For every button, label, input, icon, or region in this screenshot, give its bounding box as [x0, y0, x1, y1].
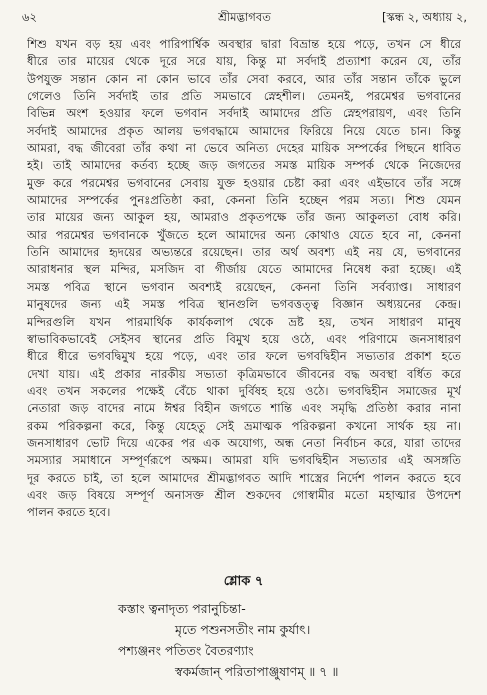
paragraph-line: আরাধনার স্থল মন্দির, মসজিদ বা গীর্জায় যেতে আমাদের নিষেধ করা হচ্ছে। এই [27, 262, 461, 277]
page-header [22, 8, 467, 26]
paragraph-line: ধীরে ধীরে ভগবদ্বিমুখ হয়ে পড়ে, এবং তার ফলে ভগবদ্বিহীন সভ্যতার প্রকাশ হতে [27, 349, 461, 364]
paragraph-line: পালন করতে হবে। [27, 505, 111, 520]
paragraph-line: সর্বদাই আমাদের প্রকৃত আলয় ভগবদ্ধামে আমাদের ফিরিয়ে নিয়ে যেতে চান। কিন্তু [27, 123, 461, 138]
paragraph-line: স্বাভাবিকভাবেই সেইসব স্থানের প্রতি বিমুখ হয়ে ওঠে, এবং পরিণামে জনসাধারণ [27, 331, 461, 346]
paragraph-line: হই। তাই আমাদের কর্তব্য হচ্ছে জড় জগতের সমস্ত মায়িক সম্পর্ক থেকে নিজেদের [27, 158, 461, 173]
paragraph-line: ধীরে তার মায়ের থেকে দূরে সরে যায়, কিন্তু মা সর্বদাই প্রত্যাশা করেন যে, তাঁর [27, 54, 461, 69]
paragraph-line: শিশু যখন বড় হয় এবং পারিপার্শ্বিক অবস্থার দ্বারা বিভ্রান্ত হয়ে পড়ে, তখন সে ধীরে [27, 37, 461, 51]
paragraph-line: সমস্যার সমাধানে সম্পূর্ণরূপে অক্ষম। আমরা যদি ভগবদ্বিহীন সভ্যতার এই অসঙ্গতি [27, 453, 461, 468]
paragraph-line: সমস্ত পবিত্র স্থানে ভগবান অবশ্যই রয়েছেন, কেননা তিনি সর্বব্যাপ্ত। সাধারণ [27, 279, 461, 294]
verse-line-1: কস্তাং ত্বনাদৃত্য পরানুচিন্তা- [118, 601, 246, 616]
paragraph-line: রকম পরিকল্পনা করে, কিন্তু যেহেতু সেই ভ্রমাত্মক পরিকল্পনা কখনো সার্থক হয় না। [27, 418, 461, 433]
paragraph-line: বিভিন্ন অংশ হওয়ার ফলে ভগবান সর্বদাই আমাদের প্রতি স্নেহপরায়ণ, এবং তিনি [27, 106, 461, 121]
paragraph-line: দেখা যায়। এই প্রকার নারকীয় সভ্যতা কৃত্রিমভাবে জীবনের বদ্ধ অবস্থা বর্ধিত করে [27, 366, 461, 381]
paragraph-line: মানুষদের জন্য এই সমস্ত পবিত্র স্থানগুলি ভগবত্তত্ত্ব বিজ্ঞান অধ্যয়নের কেন্দ্র। [27, 297, 461, 312]
paragraph-line: আমাদের সম্পর্কের পুনঃপ্রতিষ্ঠা করা, কেননা তিনি হচ্ছেন পরম সত্য। শিশু যেমন [27, 193, 461, 208]
verse-line-2: মৃতে পশুনসতীং নাম কুর্যাৎ। [175, 622, 311, 637]
paragraph-line: আর পরমেশ্বর ভগবানকে খুঁজতে হলে আমাদের অন্য কোথাও যেতে হবে না, কেননা [27, 227, 461, 242]
paragraph-line: মুক্ত করে পরমেশ্বর ভগবানের সেবায় যুক্ত হওয়ার চেষ্টা করা এবং এইভাবে তাঁর সঙ্গে [27, 175, 461, 190]
running-title: শ্রীমদ্ভাগবত [218, 10, 271, 24]
purport-paragraph [27, 36, 461, 522]
verse-line-4: স্বকর্মজান্ পরিতাপাঞ্জুষাণম্ ॥ ৭ ॥ [175, 664, 339, 679]
paragraph-line: আমরা, বদ্ধ জীবেরা তাঁর কথা না ভেবে অনিত্য দেহের মায়িক সম্পর্কের পিছনে ধাবিত [27, 141, 461, 156]
verse-heading: শ্লোক ৭ [223, 574, 264, 589]
paragraph-line: উপযুক্ত সন্তান কোন না কোন ভাবে তাঁর সেবা করবে, আর তাঁর সন্তান তাঁকে ভুলে [27, 71, 461, 86]
page-number: ৬২ [22, 10, 37, 24]
canto-chapter-label: [স্কন্ধ ২, অধ্যায় ২, [382, 10, 467, 24]
paragraph-line: মন্দিরগুলি যখন পারমার্থিক কার্যকলাপ থেকে ভ্রষ্ট হয়, তখন সাধারণ মানুষ [27, 314, 461, 329]
sanskrit-verse [0, 598, 487, 682]
paragraph-line: জনসাধারণ ভোট দিয়ে একের পর এক অযোগ্য, অন্ধ নেতা নির্বাচন করে, যারা তাদের [27, 435, 461, 450]
paragraph-line: নেতারা জড় বাদের নামে ঈশ্বর বিহীন জগতে শান্তি এবং সমৃদ্ধি প্রতিষ্ঠা করার নানা [27, 401, 461, 416]
paragraph-line: দূর করতে চাই, তা হলে আমাদের শ্রীমদ্ভাগবত আদি শাস্ত্রের নির্দেশ পালন করতে হবে [27, 470, 461, 485]
verse-line-3: পশ্যঞ্জনং পতিতং বৈতরণ্যাং [118, 643, 254, 658]
paragraph-line: এবং জড় বিষয়ে সম্পূর্ণ অনাসক্ত শ্রীল শুকদেব গোস্বামীর মতো মহাত্মার উপদেশ [27, 487, 461, 502]
paragraph-line: গেলেও তিনি সর্বদাই তার প্রতি সমভাবে স্নেহশীল। তেমনই, পরমেশ্বর ভগবানের [27, 89, 461, 104]
paragraph-line: তার মায়ের জন্য আকুল হয়, আমরাও প্রকৃতপক্ষে তাঁর জন্য আকুলতা বোধ করি। [27, 210, 461, 225]
paragraph-line: তিনি আমাদের হৃদয়ের অভ্যন্তরে রয়েছেন। তার অর্থ অবশ্য এই নয় যে, ভগবানের [27, 245, 461, 260]
paragraph-line: এবং তখন সকলের পক্ষেই বেঁচে থাকা দুর্বিষহ হয়ে ওঠে। ভগবদ্বিহীন সমাজের মূর্খ [27, 383, 461, 398]
